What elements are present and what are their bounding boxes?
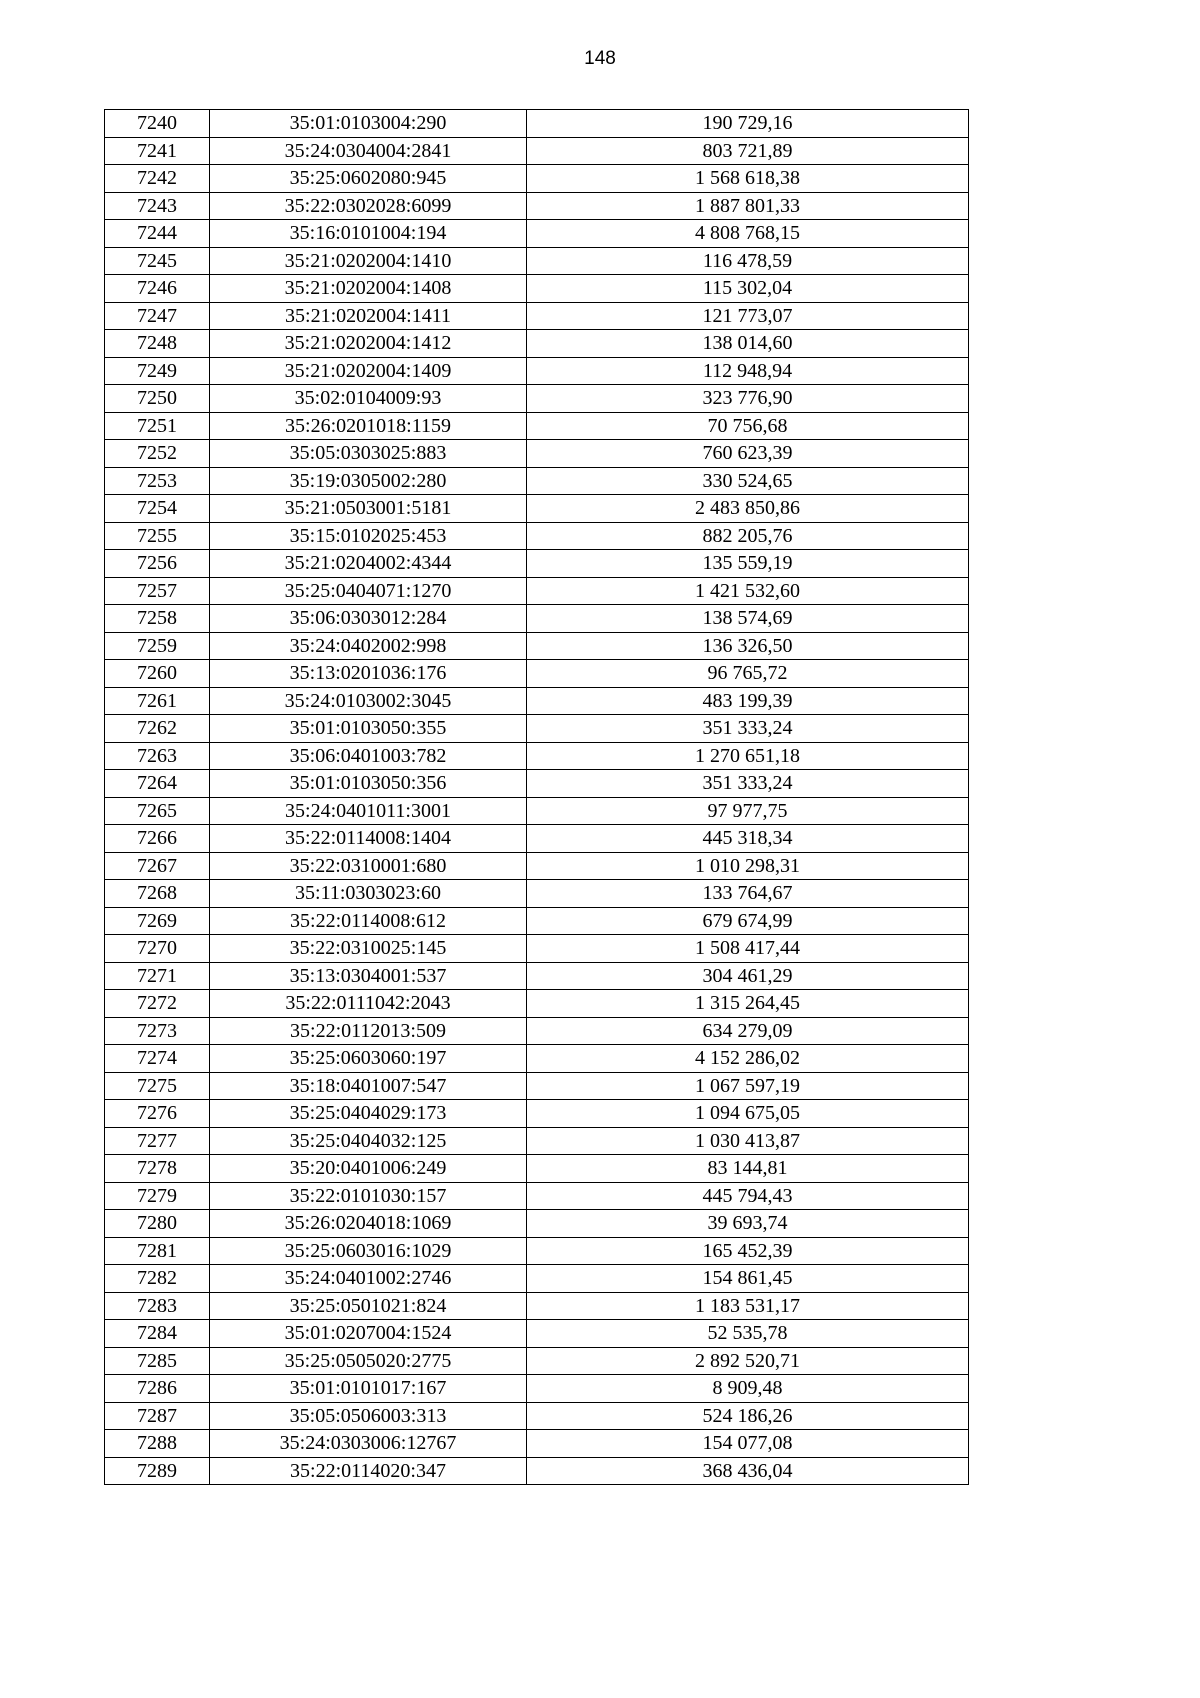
row-number-cell: 7289 bbox=[105, 1457, 210, 1485]
cadastral-number-cell: 35:24:0401002:2746 bbox=[210, 1265, 527, 1293]
cadastral-value-cell: 190 729,16 bbox=[527, 110, 969, 138]
cadastral-value-cell: 1 421 532,60 bbox=[527, 577, 969, 605]
cadastral-value-cell: 803 721,89 bbox=[527, 137, 969, 165]
cadastral-number-cell: 35:18:0401007:547 bbox=[210, 1072, 527, 1100]
row-number-cell: 7252 bbox=[105, 440, 210, 468]
cadastral-value-cell: 1 094 675,05 bbox=[527, 1100, 969, 1128]
row-number-cell: 7254 bbox=[105, 495, 210, 523]
row-number-cell: 7263 bbox=[105, 742, 210, 770]
table-row bbox=[105, 1375, 969, 1403]
row-number-cell: 7251 bbox=[105, 412, 210, 440]
cadastral-value-cell: 445 318,34 bbox=[527, 825, 969, 853]
table-row bbox=[105, 550, 969, 578]
cadastral-number-cell: 35:22:0310001:680 bbox=[210, 852, 527, 880]
cadastral-number-cell: 35:22:0101030:157 bbox=[210, 1182, 527, 1210]
cadastral-value-cell: 351 333,24 bbox=[527, 770, 969, 798]
cadastral-value-cell: 39 693,74 bbox=[527, 1210, 969, 1238]
row-number-cell: 7268 bbox=[105, 880, 210, 908]
table-row bbox=[105, 1347, 969, 1375]
cadastral-value-cell: 133 764,67 bbox=[527, 880, 969, 908]
table-body bbox=[105, 110, 969, 1485]
table-row bbox=[105, 1182, 969, 1210]
table-row bbox=[105, 797, 969, 825]
row-number-cell: 7276 bbox=[105, 1100, 210, 1128]
cadastral-value-cell: 2 892 520,71 bbox=[527, 1347, 969, 1375]
cadastral-value-cell: 882 205,76 bbox=[527, 522, 969, 550]
table-row bbox=[105, 192, 969, 220]
table-row bbox=[105, 522, 969, 550]
table-row bbox=[105, 770, 969, 798]
table-row bbox=[105, 935, 969, 963]
table-row bbox=[105, 990, 969, 1018]
cadastral-number-cell: 35:22:0114008:1404 bbox=[210, 825, 527, 853]
table-row bbox=[105, 412, 969, 440]
table-row bbox=[105, 1017, 969, 1045]
row-number-cell: 7273 bbox=[105, 1017, 210, 1045]
row-number-cell: 7248 bbox=[105, 330, 210, 358]
cadastral-number-cell: 35:22:0112013:509 bbox=[210, 1017, 527, 1045]
cadastral-number-cell: 35:01:0207004:1524 bbox=[210, 1320, 527, 1348]
row-number-cell: 7277 bbox=[105, 1127, 210, 1155]
cadastral-value-cell: 2 483 850,86 bbox=[527, 495, 969, 523]
cadastral-value-cell: 70 756,68 bbox=[527, 412, 969, 440]
cadastral-number-cell: 35:24:0304004:2841 bbox=[210, 137, 527, 165]
cadastral-number-cell: 35:22:0111042:2043 bbox=[210, 990, 527, 1018]
cadastral-number-cell: 35:25:0603016:1029 bbox=[210, 1237, 527, 1265]
cadastral-number-cell: 35:20:0401006:249 bbox=[210, 1155, 527, 1183]
cadastral-number-cell: 35:01:0103050:356 bbox=[210, 770, 527, 798]
row-number-cell: 7258 bbox=[105, 605, 210, 633]
cadastral-value-cell: 8 909,48 bbox=[527, 1375, 969, 1403]
cadastral-number-cell: 35:06:0401003:782 bbox=[210, 742, 527, 770]
row-number-cell: 7287 bbox=[105, 1402, 210, 1430]
cadastral-number-cell: 35:19:0305002:280 bbox=[210, 467, 527, 495]
row-number-cell: 7249 bbox=[105, 357, 210, 385]
cadastral-value-cell: 483 199,39 bbox=[527, 687, 969, 715]
cadastral-value-cell: 351 333,24 bbox=[527, 715, 969, 743]
table-row bbox=[105, 1265, 969, 1293]
cadastral-number-cell: 35:21:0202004:1412 bbox=[210, 330, 527, 358]
cadastral-number-cell: 35:26:0204018:1069 bbox=[210, 1210, 527, 1238]
cadastral-value-cell: 121 773,07 bbox=[527, 302, 969, 330]
cadastral-number-cell: 35:21:0202004:1410 bbox=[210, 247, 527, 275]
table-row bbox=[105, 687, 969, 715]
table-row bbox=[105, 1100, 969, 1128]
cadastral-number-cell: 35:25:0501021:824 bbox=[210, 1292, 527, 1320]
cadastral-number-cell: 35:24:0303006:12767 bbox=[210, 1430, 527, 1458]
table-row bbox=[105, 1127, 969, 1155]
cadastral-value-cell: 116 478,59 bbox=[527, 247, 969, 275]
row-number-cell: 7245 bbox=[105, 247, 210, 275]
cadastral-number-cell: 35:02:0104009:93 bbox=[210, 385, 527, 413]
cadastral-value-cell: 1 568 618,38 bbox=[527, 165, 969, 193]
cadastral-value-cell: 138 574,69 bbox=[527, 605, 969, 633]
row-number-cell: 7270 bbox=[105, 935, 210, 963]
table-row bbox=[105, 275, 969, 303]
table-row bbox=[105, 440, 969, 468]
cadastral-value-cell: 1 183 531,17 bbox=[527, 1292, 969, 1320]
cadastral-value-cell: 136 326,50 bbox=[527, 632, 969, 660]
row-number-cell: 7266 bbox=[105, 825, 210, 853]
cadastral-number-cell: 35:22:0310025:145 bbox=[210, 935, 527, 963]
cadastral-number-cell: 35:01:0103004:290 bbox=[210, 110, 527, 138]
row-number-cell: 7260 bbox=[105, 660, 210, 688]
row-number-cell: 7286 bbox=[105, 1375, 210, 1403]
cadastral-number-cell: 35:25:0404071:1270 bbox=[210, 577, 527, 605]
cadastral-value-cell: 524 186,26 bbox=[527, 1402, 969, 1430]
table-row bbox=[105, 715, 969, 743]
cadastral-number-cell: 35:15:0102025:453 bbox=[210, 522, 527, 550]
cadastral-number-cell: 35:24:0402002:998 bbox=[210, 632, 527, 660]
table-row bbox=[105, 357, 969, 385]
table-row bbox=[105, 880, 969, 908]
table-row bbox=[105, 825, 969, 853]
cadastral-value-table bbox=[104, 109, 969, 1485]
table-row bbox=[105, 907, 969, 935]
row-number-cell: 7243 bbox=[105, 192, 210, 220]
table-row bbox=[105, 852, 969, 880]
row-number-cell: 7240 bbox=[105, 110, 210, 138]
row-number-cell: 7284 bbox=[105, 1320, 210, 1348]
table-row bbox=[105, 1155, 969, 1183]
cadastral-value-cell: 679 674,99 bbox=[527, 907, 969, 935]
cadastral-number-cell: 35:22:0114008:612 bbox=[210, 907, 527, 935]
cadastral-number-cell: 35:11:0303023:60 bbox=[210, 880, 527, 908]
cadastral-value-cell: 154 861,45 bbox=[527, 1265, 969, 1293]
row-number-cell: 7241 bbox=[105, 137, 210, 165]
row-number-cell: 7275 bbox=[105, 1072, 210, 1100]
row-number-cell: 7261 bbox=[105, 687, 210, 715]
table-row bbox=[105, 605, 969, 633]
table-row bbox=[105, 302, 969, 330]
table-row bbox=[105, 1292, 969, 1320]
cadastral-number-cell: 35:05:0506003:313 bbox=[210, 1402, 527, 1430]
cadastral-number-cell: 35:24:0401011:3001 bbox=[210, 797, 527, 825]
row-number-cell: 7250 bbox=[105, 385, 210, 413]
row-number-cell: 7267 bbox=[105, 852, 210, 880]
cadastral-value-table-container bbox=[104, 109, 968, 1485]
cadastral-number-cell: 35:25:0603060:197 bbox=[210, 1045, 527, 1073]
row-number-cell: 7265 bbox=[105, 797, 210, 825]
table-row bbox=[105, 742, 969, 770]
cadastral-value-cell: 83 144,81 bbox=[527, 1155, 969, 1183]
table-row bbox=[105, 165, 969, 193]
row-number-cell: 7256 bbox=[105, 550, 210, 578]
cadastral-value-cell: 445 794,43 bbox=[527, 1182, 969, 1210]
cadastral-value-cell: 52 535,78 bbox=[527, 1320, 969, 1348]
cadastral-value-cell: 330 524,65 bbox=[527, 467, 969, 495]
table-row bbox=[105, 1457, 969, 1485]
table-row bbox=[105, 110, 969, 138]
row-number-cell: 7242 bbox=[105, 165, 210, 193]
table-row bbox=[105, 632, 969, 660]
cadastral-value-cell: 4 808 768,15 bbox=[527, 220, 969, 248]
cadastral-value-cell: 96 765,72 bbox=[527, 660, 969, 688]
cadastral-number-cell: 35:01:0101017:167 bbox=[210, 1375, 527, 1403]
table-row bbox=[105, 1072, 969, 1100]
row-number-cell: 7269 bbox=[105, 907, 210, 935]
cadastral-value-cell: 4 152 286,02 bbox=[527, 1045, 969, 1073]
cadastral-number-cell: 35:05:0303025:883 bbox=[210, 440, 527, 468]
cadastral-value-cell: 634 279,09 bbox=[527, 1017, 969, 1045]
row-number-cell: 7246 bbox=[105, 275, 210, 303]
cadastral-value-cell: 154 077,08 bbox=[527, 1430, 969, 1458]
cadastral-value-cell: 1 315 264,45 bbox=[527, 990, 969, 1018]
cadastral-value-cell: 304 461,29 bbox=[527, 962, 969, 990]
row-number-cell: 7283 bbox=[105, 1292, 210, 1320]
cadastral-number-cell: 35:24:0103002:3045 bbox=[210, 687, 527, 715]
row-number-cell: 7280 bbox=[105, 1210, 210, 1238]
row-number-cell: 7278 bbox=[105, 1155, 210, 1183]
row-number-cell: 7282 bbox=[105, 1265, 210, 1293]
cadastral-number-cell: 35:25:0602080:945 bbox=[210, 165, 527, 193]
cadastral-number-cell: 35:21:0204002:4344 bbox=[210, 550, 527, 578]
cadastral-value-cell: 1 010 298,31 bbox=[527, 852, 969, 880]
row-number-cell: 7244 bbox=[105, 220, 210, 248]
row-number-cell: 7259 bbox=[105, 632, 210, 660]
cadastral-value-cell: 112 948,94 bbox=[527, 357, 969, 385]
cadastral-value-cell: 323 776,90 bbox=[527, 385, 969, 413]
row-number-cell: 7272 bbox=[105, 990, 210, 1018]
table-row bbox=[105, 1045, 969, 1073]
cadastral-value-cell: 760 623,39 bbox=[527, 440, 969, 468]
page-number: 148 bbox=[584, 48, 616, 69]
row-number-cell: 7264 bbox=[105, 770, 210, 798]
cadastral-number-cell: 35:25:0404032:125 bbox=[210, 1127, 527, 1155]
table-row bbox=[105, 1210, 969, 1238]
table-row bbox=[105, 385, 969, 413]
row-number-cell: 7285 bbox=[105, 1347, 210, 1375]
row-number-cell: 7262 bbox=[105, 715, 210, 743]
cadastral-value-cell: 1 030 413,87 bbox=[527, 1127, 969, 1155]
table-row bbox=[105, 330, 969, 358]
table-row bbox=[105, 220, 969, 248]
cadastral-value-cell: 115 302,04 bbox=[527, 275, 969, 303]
table-row bbox=[105, 1237, 969, 1265]
table-row bbox=[105, 137, 969, 165]
row-number-cell: 7257 bbox=[105, 577, 210, 605]
table-row bbox=[105, 247, 969, 275]
cadastral-number-cell: 35:16:0101004:194 bbox=[210, 220, 527, 248]
row-number-cell: 7247 bbox=[105, 302, 210, 330]
row-number-cell: 7255 bbox=[105, 522, 210, 550]
cadastral-number-cell: 35:06:0303012:284 bbox=[210, 605, 527, 633]
cadastral-number-cell: 35:22:0114020:347 bbox=[210, 1457, 527, 1485]
cadastral-number-cell: 35:22:0302028:6099 bbox=[210, 192, 527, 220]
table-row bbox=[105, 1402, 969, 1430]
table-row bbox=[105, 495, 969, 523]
cadastral-value-cell: 368 436,04 bbox=[527, 1457, 969, 1485]
cadastral-number-cell: 35:01:0103050:355 bbox=[210, 715, 527, 743]
cadastral-number-cell: 35:25:0505020:2775 bbox=[210, 1347, 527, 1375]
cadastral-number-cell: 35:21:0202004:1411 bbox=[210, 302, 527, 330]
table-row bbox=[105, 962, 969, 990]
cadastral-value-cell: 138 014,60 bbox=[527, 330, 969, 358]
row-number-cell: 7279 bbox=[105, 1182, 210, 1210]
cadastral-number-cell: 35:13:0201036:176 bbox=[210, 660, 527, 688]
cadastral-number-cell: 35:13:0304001:537 bbox=[210, 962, 527, 990]
cadastral-number-cell: 35:25:0404029:173 bbox=[210, 1100, 527, 1128]
cadastral-number-cell: 35:21:0503001:5181 bbox=[210, 495, 527, 523]
row-number-cell: 7271 bbox=[105, 962, 210, 990]
table-row bbox=[105, 1320, 969, 1348]
table-row bbox=[105, 1430, 969, 1458]
cadastral-number-cell: 35:21:0202004:1408 bbox=[210, 275, 527, 303]
row-number-cell: 7274 bbox=[105, 1045, 210, 1073]
cadastral-value-cell: 1 067 597,19 bbox=[527, 1072, 969, 1100]
row-number-cell: 7253 bbox=[105, 467, 210, 495]
cadastral-value-cell: 135 559,19 bbox=[527, 550, 969, 578]
cadastral-value-cell: 1 270 651,18 bbox=[527, 742, 969, 770]
table-row bbox=[105, 577, 969, 605]
cadastral-value-cell: 1 508 417,44 bbox=[527, 935, 969, 963]
table-row bbox=[105, 467, 969, 495]
row-number-cell: 7281 bbox=[105, 1237, 210, 1265]
table-row bbox=[105, 660, 969, 688]
cadastral-number-cell: 35:21:0202004:1409 bbox=[210, 357, 527, 385]
cadastral-value-cell: 165 452,39 bbox=[527, 1237, 969, 1265]
row-number-cell: 7288 bbox=[105, 1430, 210, 1458]
cadastral-value-cell: 97 977,75 bbox=[527, 797, 969, 825]
cadastral-number-cell: 35:26:0201018:1159 bbox=[210, 412, 527, 440]
cadastral-value-cell: 1 887 801,33 bbox=[527, 192, 969, 220]
